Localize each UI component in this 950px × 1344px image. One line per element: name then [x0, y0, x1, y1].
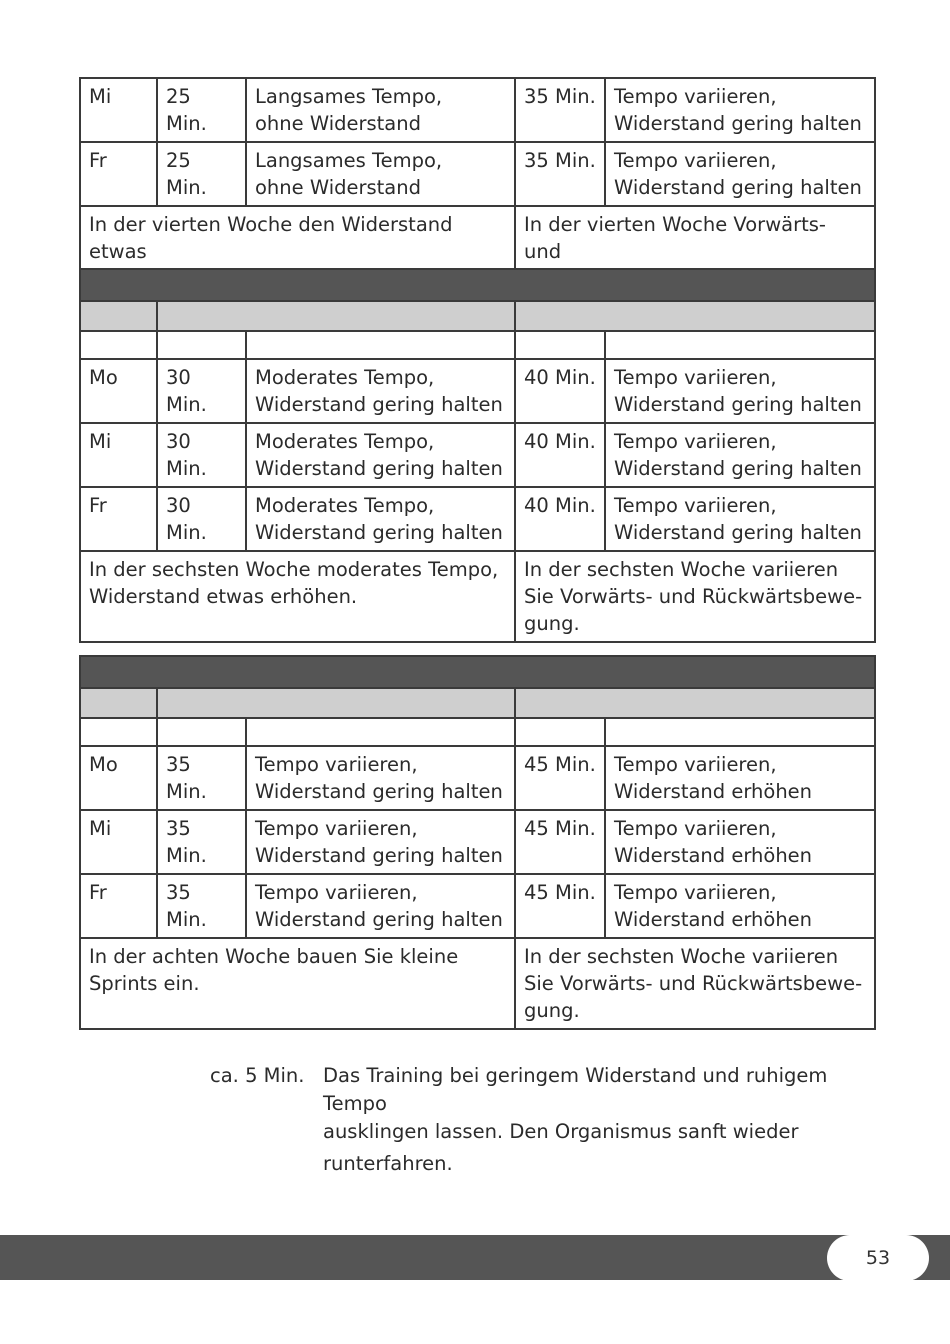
table-row	[80, 359, 875, 423]
footer-band	[0, 1235, 950, 1280]
duration-cell: 35 Min.	[515, 78, 605, 142]
duration-cell: 40 Min.	[515, 423, 605, 487]
note-right: In der vierten Woche Vorwärts- und	[515, 206, 875, 297]
duration-cell: 30 Min.	[157, 423, 246, 487]
duration-cell: 25 Min.	[157, 78, 246, 142]
day-cell: Mo	[80, 359, 157, 423]
note-left: In der achten Woche bauen Sie kleine Sprints ein.	[80, 938, 515, 1029]
description-cell: Moderates Tempo, Widerstand gering halten	[246, 359, 515, 423]
table-row	[80, 423, 875, 487]
description-cell: Tempo variieren, Widerstand gering halten	[605, 487, 875, 551]
description-cell: Tempo variieren, Widerstand gering halten	[605, 142, 875, 206]
cooldown-text-line: runterfahren.	[323, 1152, 453, 1175]
duration-cell: 30 Min.	[157, 487, 246, 551]
week-3-4-table	[79, 77, 876, 298]
note-right: In der sechsten Woche variieren Sie Vorwärts- und Rückwärtsbewe- gung.	[515, 551, 875, 642]
description-cell: Tempo variieren, Widerstand erhöhen	[605, 810, 875, 874]
description-cell: Tempo variieren, Widerstand gering halten	[605, 423, 875, 487]
day-cell: Fr	[80, 142, 157, 206]
note-right: In der sechsten Woche variieren Sie Vorwärts- und Rückwärtsbewe- gung.	[515, 938, 875, 1029]
description-cell: Tempo variieren, Widerstand erhöhen	[605, 874, 875, 938]
duration-cell: 35 Min.	[157, 810, 246, 874]
subheader-row	[80, 718, 875, 746]
day-cell: Fr	[80, 487, 157, 551]
description-cell: Tempo variieren, Widerstand gering halten	[246, 810, 515, 874]
duration-cell: 40 Min.	[515, 487, 605, 551]
column-header-row	[80, 301, 875, 331]
table-row	[80, 142, 875, 206]
table-row	[80, 810, 875, 874]
day-cell: Mi	[80, 423, 157, 487]
description-cell: Tempo variieren, Widerstand erhöhen	[605, 746, 875, 810]
description-cell: Tempo variieren, Widerstand gering halten	[246, 874, 515, 938]
duration-cell: 40 Min.	[515, 359, 605, 423]
note-left: In der sechsten Woche moderates Tempo, Widerstand etwas erhöhen.	[80, 551, 515, 642]
table-row	[80, 487, 875, 551]
cooldown-text	[323, 1062, 883, 1178]
duration-cell: 30 Min.	[157, 359, 246, 423]
table-row	[80, 746, 875, 810]
duration-cell: 45 Min.	[515, 810, 605, 874]
note-row	[80, 551, 875, 642]
section-header-band	[80, 269, 875, 301]
duration-cell: 35 Min.	[157, 874, 246, 938]
day-cell: Mi	[80, 78, 157, 142]
week-5-6-table	[79, 268, 876, 643]
description-cell: Langsames Tempo, ohne Widerstand	[246, 78, 515, 142]
duration-cell: 45 Min.	[515, 874, 605, 938]
subheader-row	[80, 331, 875, 359]
duration-cell: 25 Min.	[157, 142, 246, 206]
description-cell: Tempo variieren, Widerstand gering halten	[246, 746, 515, 810]
page-number: 53	[827, 1235, 929, 1281]
description-cell: Moderates Tempo, Widerstand gering halten	[246, 487, 515, 551]
week-7-8-table	[79, 655, 876, 1030]
table-row	[80, 78, 875, 142]
duration-cell: 45 Min.	[515, 746, 605, 810]
note-row	[80, 938, 875, 1029]
duration-cell: 35 Min.	[157, 746, 246, 810]
section-header-band	[80, 656, 875, 688]
table-row	[80, 874, 875, 938]
description-cell: Tempo variieren, Widerstand gering halten	[605, 78, 875, 142]
description-cell: Langsames Tempo, ohne Widerstand	[246, 142, 515, 206]
cooldown-text-line: Das Training bei geringem Widerstand und ruhigem Tempo ausklingen lassen. Den Organismus sanft wieder	[323, 1064, 828, 1143]
description-cell: Tempo variieren, Widerstand gering halten	[605, 359, 875, 423]
day-cell: Mi	[80, 810, 157, 874]
duration-cell: 35 Min.	[515, 142, 605, 206]
note-left: In der vierten Woche den Widerstand etwas	[80, 206, 515, 297]
day-cell: Mo	[80, 746, 157, 810]
cooldown-duration: ca. 5 Min.	[210, 1064, 305, 1087]
description-cell: Moderates Tempo, Widerstand gering halten	[246, 423, 515, 487]
day-cell: Fr	[80, 874, 157, 938]
column-header-row	[80, 688, 875, 718]
